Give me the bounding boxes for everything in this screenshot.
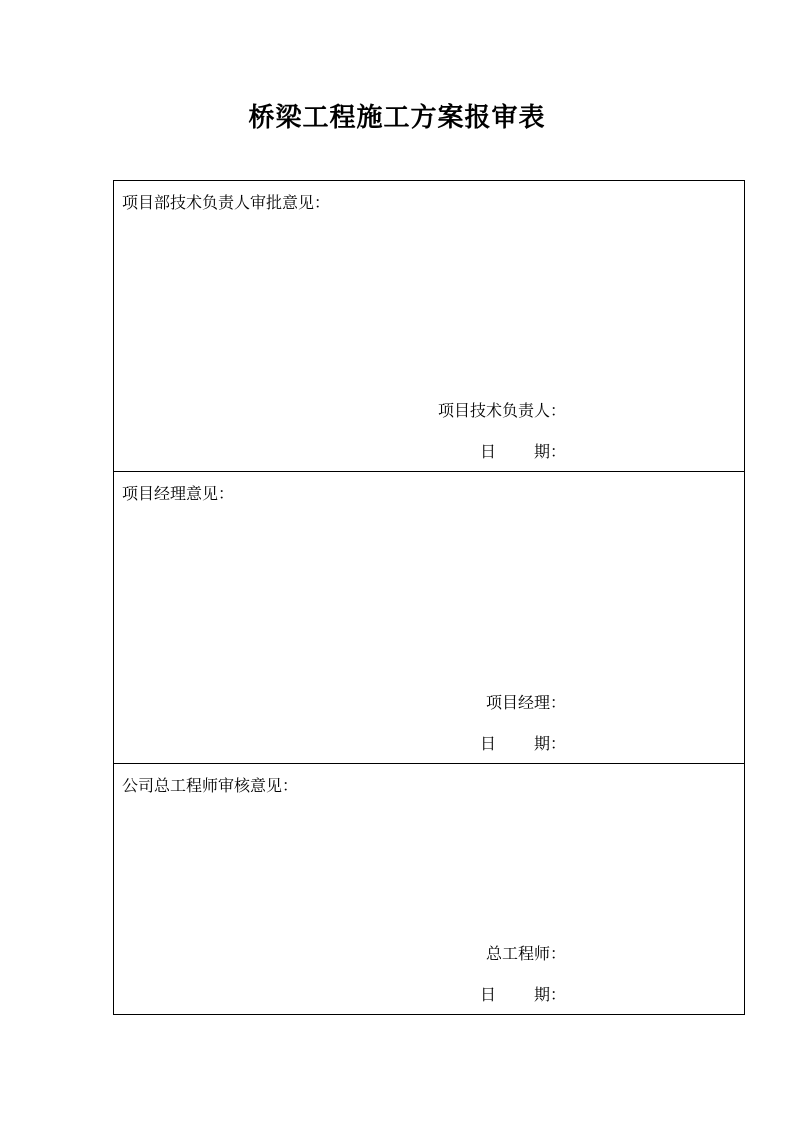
signer-label: 项目技术负责人： (437, 401, 566, 420)
approval-form-table (113, 180, 745, 1015)
date-label-day: 日 (479, 985, 496, 1004)
date-label-period: 期： (533, 734, 566, 753)
date-label (480, 985, 566, 1005)
signer-label: 总工程师： (485, 944, 566, 963)
date-label-period: 期： (533, 442, 566, 461)
section-technical-lead-approval (114, 181, 744, 472)
section-heading: 公司总工程师审核意见： (122, 776, 299, 795)
section-chief-engineer-review (114, 764, 744, 1014)
date-label-day: 日 (479, 734, 496, 753)
date-label-day: 日 (479, 442, 496, 461)
section-heading: 项目经理意见： (122, 484, 235, 503)
date-label-period: 期： (533, 985, 566, 1004)
page-title: 桥梁工程施工方案报审表 (248, 103, 546, 133)
signer-label: 项目经理： (485, 693, 566, 712)
date-label (480, 442, 566, 462)
section-heading: 项目部技术负责人审批意见： (122, 193, 331, 212)
section-project-manager-opinion (114, 472, 744, 764)
date-label (480, 734, 566, 754)
